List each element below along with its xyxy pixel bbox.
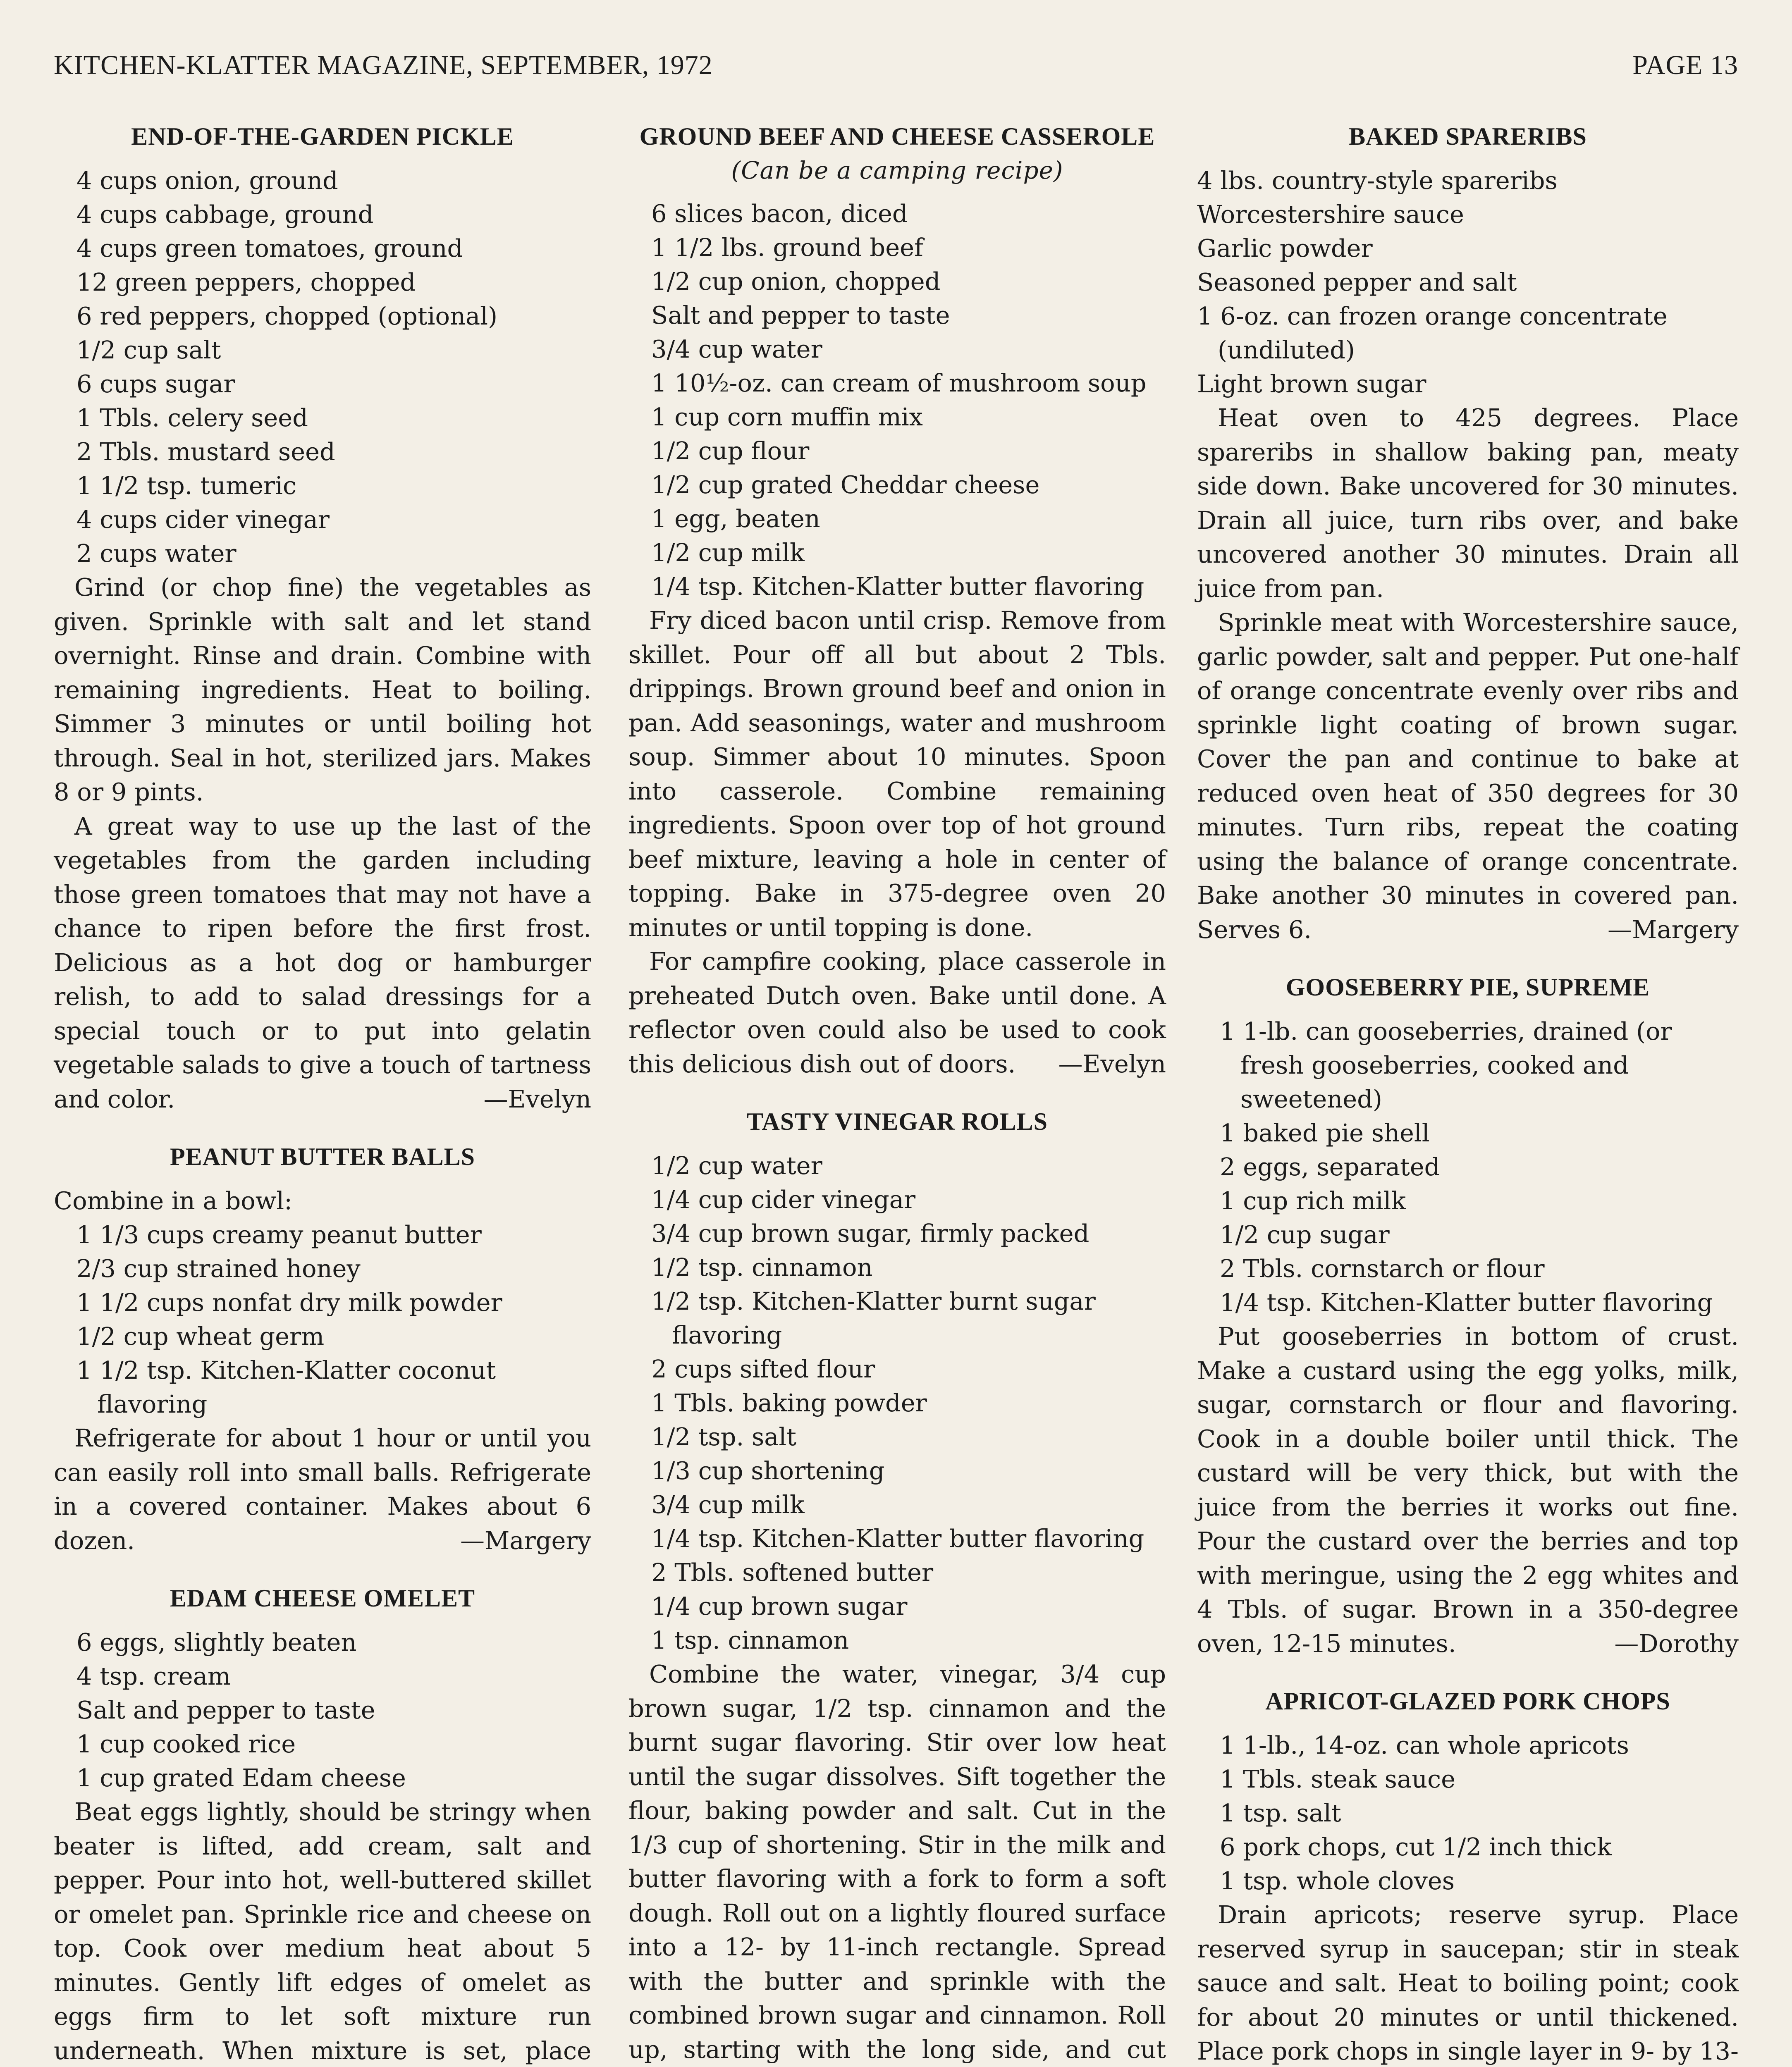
ingredient-line: 6 slices bacon, diced <box>651 199 908 228</box>
ingredient-line: 6 cups sugar <box>76 370 235 398</box>
ingredient-line: 1/2 cup milk <box>651 538 805 567</box>
ingredient-line: 1/2 cup onion, chopped <box>651 267 941 296</box>
recipe-title: TASTY VINEGAR ROLLS <box>746 1108 1048 1135</box>
ingredient-line: 1 Tbls. celery seed <box>76 403 308 432</box>
directions <box>1197 401 1739 947</box>
ingredient-list <box>628 1149 1166 1657</box>
ingredient-line: 2 cups water <box>76 539 237 568</box>
recipe-intro: Combine in a bowl: <box>54 1186 293 1215</box>
column-middle <box>628 120 1166 2067</box>
direction-paragraph: For campfire cooking, place casserole in preheated Dutch oven. Bake until done. A reflector oven could also be used to cook this delicious dish out of doors. <box>628 947 1166 1078</box>
recipe-subtitle: (Can be a camping recipe) <box>731 156 1063 184</box>
ingredient-line: 1 tsp. whole cloves <box>1220 1867 1455 1895</box>
page-header <box>54 50 1738 95</box>
ingredient-line: 1 tsp. salt <box>1220 1799 1341 1827</box>
ingredient-line: 1 1/2 cups nonfat dry milk powder <box>76 1288 502 1317</box>
direction-paragraph: A great way to use up the last of the vegetables from the garden including those green tomatoes that may not have a chance to ripen before the first frost. Delicious as a hot dog or hamburger relish, to add to salad dressings for a special touch or to put into gelatin vegetable salads to give a touch of tartness and color. <box>54 812 591 1113</box>
ingredient-line: 1/4 cup cider vinegar <box>651 1185 916 1214</box>
recipe-title: PEANUT BUTTER BALLS <box>170 1143 475 1170</box>
ingredient-line: 4 cups onion, ground <box>76 166 338 195</box>
recipe-signature: —Dorothy <box>1614 1629 1739 1658</box>
directions <box>628 604 1166 1081</box>
direction-paragraph: Sprinkle meat with Worcestershire sauce, garlic powder, salt and pepper. Put one-half of orange concentrate evenly over ribs and sprinkle light coating of brown sugar. Cover the pan and continue to bake at reduced oven heat of 350 degrees for 30 minutes. Turn ribs, repeat the coating using the balance of orange concentrate. Bake another 30 minutes in covered pan. Serves 6. <box>1197 608 1739 944</box>
ingredient-line: 1/4 tsp. Kitchen-Klatter butter flavoring <box>651 572 1144 601</box>
magazine-title: KITCHEN-KLATTER MAGAZINE, SEPTEMBER, 1972 <box>54 50 713 80</box>
ingredient-list <box>54 1625 591 1795</box>
ingredient-line: 1/3 cup shortening <box>651 1456 885 1485</box>
recipe-pork-chops <box>1197 1685 1739 2067</box>
direction-paragraph: Put gooseberries in bottom of crust. Make a custard using the egg yolks, milk, sugar, cornstarch or flour and flavoring. Cook in a double boiler until thick. The custard will be very thick, but with the juice from the berries it works out fine. Pour the custard over the berries and top with meringue, using the 2 egg whites and 4 Tbls. of sugar. Brown in a 350-degree oven, 12-15 minutes. <box>1197 1322 1739 1658</box>
ingredient-line: Salt and pepper to taste <box>76 1696 375 1724</box>
directions <box>1197 1320 1739 1661</box>
ingredient-line: 2 Tbls. cornstarch or flour <box>1220 1254 1545 1283</box>
ingredient-line: 1 6-oz. can frozen orange concentrate (undiluted) <box>1197 302 1668 364</box>
ingredient-line: 2 cups sifted flour <box>651 1355 875 1383</box>
ingredient-line: 1/2 cup wheat germ <box>76 1322 325 1351</box>
direction-paragraph: Fry diced bacon until crisp. Remove from skillet. Pour off all but about 2 Tbls. drippings. Brown ground beef and onion in pan. Add seasonings, water and mushroom soup. Simmer about 10 minutes. Spoon into casserole. Combine remaining ingredients. Spoon over top of hot ground beef mixture, leaving a hole in center of topping. Bake in 375-degree oven 20 minutes or until topping is done. <box>628 606 1166 942</box>
direction-paragraph: Heat oven to 425 degrees. Place spareribs in shallow baking pan, meaty side down. Bake uncovered for 30 minutes. Drain all juice, turn ribs over, and bake uncovered another 30 minutes. Drain all juice from pan. <box>1197 403 1739 603</box>
ingredient-line: 3/4 cup water <box>651 335 822 363</box>
ingredient-line: 1/2 cup salt <box>76 336 221 364</box>
ingredient-line: 1/2 cup flour <box>651 437 810 465</box>
ingredient-line: 12 green peppers, chopped <box>76 268 416 296</box>
ingredient-line: 1 baked pie shell <box>1220 1119 1430 1147</box>
ingredient-list <box>54 164 591 570</box>
direction-paragraph: Beat eggs lightly, should be stringy when beater is lifted, add cream, salt and pepper. Pour into hot, well-buttered skillet or omelet pan. Sprinkle rice and cheese on top. Cook over medium heat about 5 minutes. Gently lift edges of omelet as eggs firm to let soft mixture run underneath. When mixture is set, place <box>54 1797 591 2065</box>
recipe-title: APRICOT-GLAZED PORK CHOPS <box>1265 1687 1670 1715</box>
recipe-signature: —Evelyn <box>1058 1050 1166 1078</box>
direction-paragraph: Combine the water, vinegar, 3/4 cup brown sugar, 1/2 tsp. cinnamon and the burnt sugar flavoring. Stir over low heat until the sugar dissolves. Sift together the flour, baking powder and salt. Cut in the 1/3 cup of shortening. Stir in the milk and butter flavoring with a fork to form a soft dough. Roll out on a lightly floured surface into a 12- by 11-inch rectangle. Spread with the butter and sprinkle with the combined brown sugar and cinnamon. Roll up, starting with the long side, and cut <box>628 1660 1166 2064</box>
ingredient-line: 1/4 tsp. Kitchen-Klatter butter flavoring <box>1220 1288 1713 1317</box>
ingredient-line: 6 pork chops, cut 1/2 inch thick <box>1220 1833 1612 1861</box>
ingredient-line: 1/2 tsp. salt <box>651 1423 797 1451</box>
directions <box>54 1795 591 2067</box>
directions <box>1197 1898 1739 2067</box>
recipe-spareribs <box>1197 120 1739 947</box>
recipe-vinegar-rolls <box>628 1105 1166 2067</box>
ingredient-line: 1/2 cup water <box>651 1151 822 1180</box>
ingredient-line: 1 Tbls. baking powder <box>651 1389 927 1417</box>
recipe-title: BAKED SPARERIBS <box>1349 123 1587 150</box>
directions <box>54 570 591 1116</box>
ingredient-list <box>628 197 1166 604</box>
ingredient-line: 1 cup grated Edam cheese <box>76 1764 406 1792</box>
directions <box>628 1657 1166 2067</box>
column-right <box>1197 120 1739 2067</box>
ingredient-line: Worcestershire sauce <box>1197 200 1464 229</box>
ingredient-line: 1 1-lb. can gooseberries, drained (or fresh gooseberries, cooked and sweetened) <box>1220 1017 1672 1113</box>
ingredient-line: Light brown sugar <box>1197 370 1426 398</box>
ingredient-line: 1 1/2 tsp. tumeric <box>76 471 296 500</box>
direction-paragraph: Drain apricots; reserve syrup. Place reserved syrup in saucepan; stir in steak sauce and salt. Heat to boiling point; cook for about 20 minutes or until thickened. Place pork chops in single layer in 9- by 13- <box>1197 1900 1739 2065</box>
ingredient-line: 1 egg, beaten <box>651 504 820 533</box>
ingredient-line: 1/2 tsp. cinnamon <box>651 1253 873 1282</box>
recipe-signature: —Margery <box>460 1526 591 1555</box>
ingredient-line: 4 lbs. country-style spareribs <box>1197 166 1558 195</box>
recipe-title: GROUND BEEF AND CHEESE CASSEROLE <box>639 123 1155 150</box>
ingredient-line: 6 red peppers, chopped (optional) <box>76 302 498 330</box>
recipe-edam-omelet <box>54 1582 591 2067</box>
direction-paragraph: Refrigerate for about 1 hour or until you can easily roll into small balls. Refrigerate in a covered container. Makes about 6 dozen. <box>54 1424 591 1555</box>
ingredient-line: 2 Tbls. softened butter <box>651 1558 934 1587</box>
ingredient-line: 1 cup rich milk <box>1220 1186 1406 1215</box>
ingredient-line: 4 cups green tomatoes, ground <box>76 234 463 263</box>
direction-paragraph: Grind (or chop fine) the vegetables as given. Sprinkle with salt and let stand overnight. Rinse and drain. Combine with remaining ingredients. Heat to boiling. Simmer 3 minutes or until boiling hot through. Seal in hot, sterilized jars. Makes 8 or 9 pints. <box>54 573 591 806</box>
ingredient-list <box>1197 1728 1739 1898</box>
ingredient-line: 1 1-lb., 14-oz. can whole apricots <box>1220 1731 1629 1759</box>
ingredient-line: 1 tsp. cinnamon <box>651 1626 849 1654</box>
ingredient-line: 3/4 cup milk <box>651 1490 805 1519</box>
ingredient-list <box>54 1218 591 1421</box>
ingredient-line: 3/4 cup brown sugar, firmly packed <box>651 1219 1090 1248</box>
recipe-title: EDAM CHEESE OMELET <box>170 1585 475 1612</box>
ingredient-line: 4 cups cabbage, ground <box>76 200 374 229</box>
ingredient-line: 1 cup corn muffin mix <box>651 403 923 431</box>
ingredient-line: 1/4 tsp. Kitchen-Klatter butter flavoring <box>651 1524 1144 1553</box>
recipe-signature: —Margery <box>1607 915 1739 944</box>
ingredient-line: 1 1/3 cups creamy peanut butter <box>76 1220 482 1249</box>
recipe-pickle <box>54 120 591 1116</box>
recipe-gooseberry-pie <box>1197 971 1739 1661</box>
ingredient-line: 4 tsp. cream <box>76 1662 231 1690</box>
recipe-title: GOOSEBERRY PIE, SUPREME <box>1285 974 1650 1001</box>
recipe-peanut-butter-balls <box>54 1140 591 1558</box>
ingredient-line: Salt and pepper to taste <box>651 301 950 329</box>
recipe-signature: —Evelyn <box>483 1085 591 1113</box>
ingredient-line: 1 cup cooked rice <box>76 1730 296 1758</box>
ingredient-line: 1/4 cup brown sugar <box>651 1592 908 1621</box>
ingredient-line: 2/3 cup strained honey <box>76 1254 361 1283</box>
ingredient-line: 4 cups cider vinegar <box>76 505 330 534</box>
ingredient-line: Seasoned pepper and salt <box>1197 268 1517 296</box>
ingredient-line: Garlic powder <box>1197 234 1373 263</box>
column-left <box>54 120 591 2067</box>
ingredient-line: 1 Tbls. steak sauce <box>1220 1765 1456 1793</box>
ingredient-line: 1 1/2 tsp. Kitchen-Klatter coconut flavoring <box>76 1356 496 1418</box>
ingredient-line: 1/2 cup grated Cheddar cheese <box>651 470 1040 499</box>
recipe-title: END-OF-THE-GARDEN PICKLE <box>131 123 514 150</box>
page-number: PAGE 13 <box>1632 50 1738 80</box>
ingredient-line: 1/2 tsp. Kitchen-Klatter burnt sugar flavoring <box>651 1287 1096 1349</box>
ingredient-line: 1 1/2 lbs. ground beef <box>651 233 923 262</box>
ingredient-list <box>1197 164 1739 401</box>
ingredient-line: 2 eggs, separated <box>1220 1153 1440 1181</box>
ingredient-line: 1 10½-oz. can cream of mushroom soup <box>651 369 1147 397</box>
ingredient-line: 1/2 cup sugar <box>1220 1220 1390 1249</box>
ingredient-line: 2 Tbls. mustard seed <box>76 437 335 466</box>
ingredient-line: 6 eggs, slightly beaten <box>76 1628 357 1656</box>
recipe-beef-casserole <box>628 120 1166 1081</box>
ingredient-list <box>1197 1014 1739 1320</box>
